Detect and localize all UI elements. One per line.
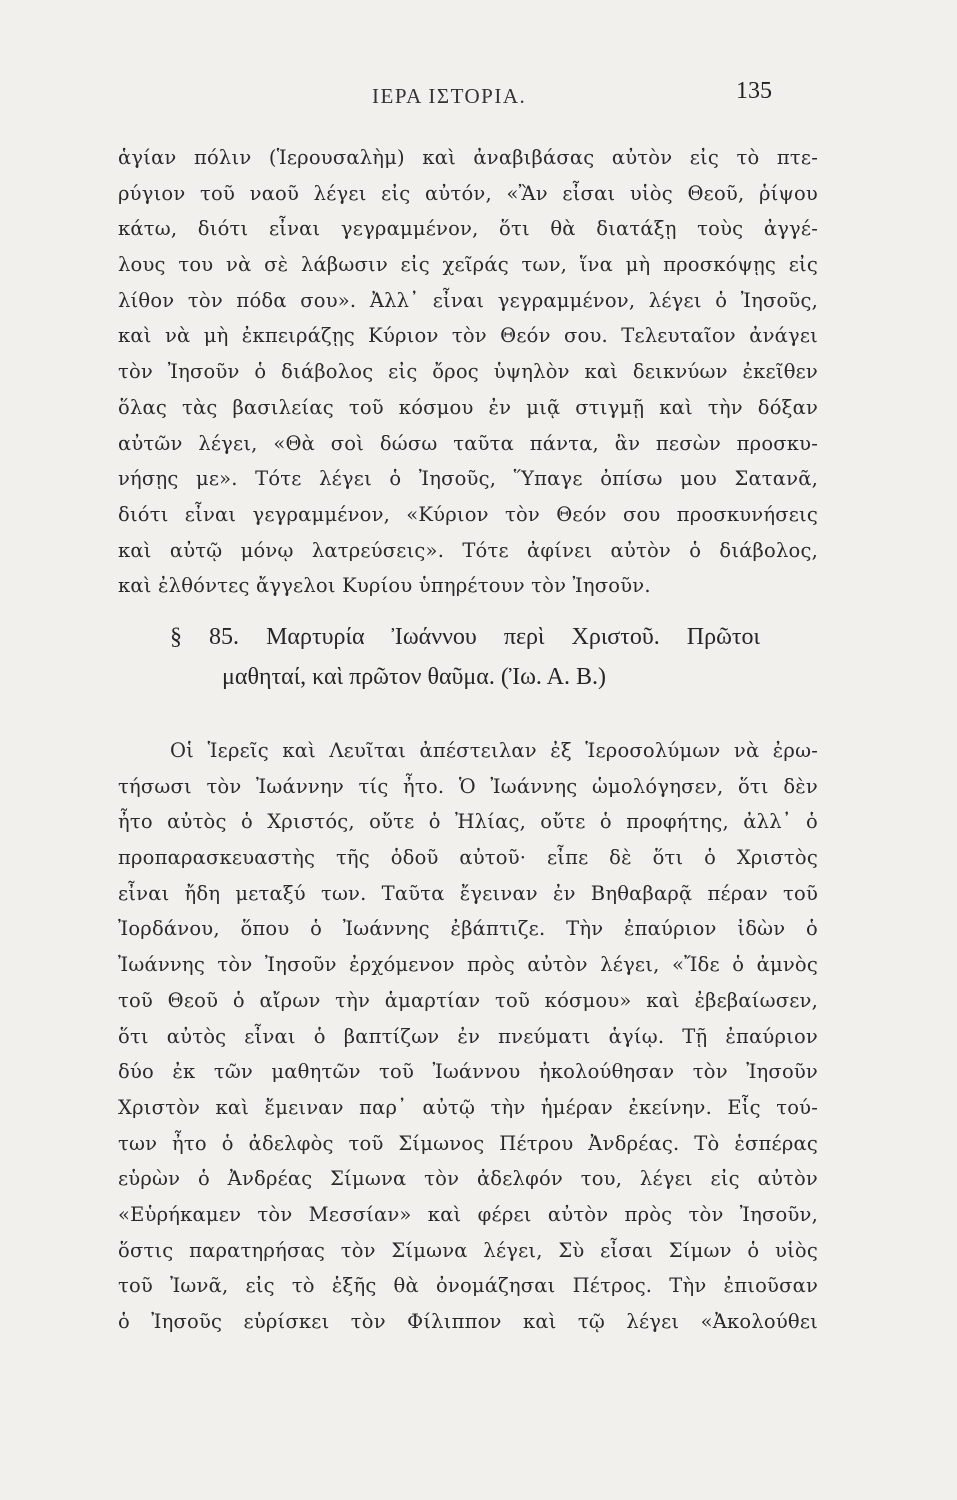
running-head	[0, 78, 957, 118]
text-line: ὅτι αὐτὸς εἶναι ὁ βαπτίζων ἐν πνεύματι ἁγίῳ. Τῇ ἐπαύριον	[118, 1024, 818, 1048]
text-line: λίθον τὸν πόδα σου». Ἀλλ᾽ εἶναι γεγραμμένον, λέγει ὁ Ἰησοῦς,	[118, 288, 818, 312]
text-line: κάτω, διότι εἶναι γεγραμμένον, ὅτι θὰ διατάξῃ τοὺς ἀγγέ-	[118, 217, 818, 241]
text-line: λους του νὰ σὲ λάβωσιν εἰς χεῖράς των, ἵνα μὴ προσκόψῃς εἰς	[118, 253, 818, 277]
section-heading-line-2: μαθηταί, καὶ πρῶτον θαῦμα. (Ἰω. Α. Β.)	[222, 664, 606, 690]
text-line: «Εὑρήκαμεν τὸν Μεσσίαν» καὶ φέρει αὐτὸν πρὸς τὸν Ἰησοῦν,	[118, 1202, 818, 1226]
text-line: ρύγιον τοῦ ναοῦ λέγει εἰς αὐτόν, «Ἂν εἶσαι υἱὸς Θεοῦ, ῥίψου	[118, 181, 818, 205]
paragraph-temptation	[118, 140, 818, 604]
text-line: των ἦτο ὁ ἀδελφὸς τοῦ Σίμωνος Πέτρου Ἀνδρέας. Τὸ ἑσπέρας	[118, 1131, 818, 1155]
section-heading-line-1: § 85. Μαρτυρία Ἰωάννου περὶ Χριστοῦ. Πρῶτοι	[170, 624, 760, 650]
text-line: καὶ ἐλθόντες ἄγγελοι Κυρίου ὑπηρέτουν τὸν Ἰησοῦν.	[118, 574, 651, 598]
text-line: ὅστις παρατηρήσας τὸν Σίμωνα λέγει, Σὺ εἶσαι Σίμων ὁ υἱὸς	[118, 1238, 818, 1262]
text-line: νήσῃς με». Τότε λέγει ὁ Ἰησοῦς, Ὕπαγε ὀπίσω μου Σατανᾶ,	[118, 467, 818, 491]
text-line: αὐτῶν λέγει, «Θὰ σοὶ δώσω ταῦτα πάντα, ἂν πεσὼν προσκυ-	[118, 431, 818, 455]
text-line: εἶναι ἤδη μεταξύ των. Ταῦτα ἔγειναν ἐν Βηθαβαρᾷ πέραν τοῦ	[118, 881, 818, 905]
text-line: δύο ἐκ τῶν μαθητῶν τοῦ Ἰωάννου ἠκολούθησαν τὸν Ἰησοῦν	[118, 1060, 818, 1084]
text-line: καὶ νὰ μὴ ἐκπειράζῃς Κύριον τὸν Θεόν σου. Τελευταῖον ἀνάγει	[118, 324, 818, 348]
paragraph-testimony	[118, 733, 818, 1340]
page-number: 135	[736, 78, 772, 104]
text-line: ἦτο αὐτὸς ὁ Χριστός, οὔτε ὁ Ἠλίας, οὔτε ὁ προφήτης, ἀλλ᾽ ὁ	[118, 810, 818, 834]
text-line: εὑρὼν ὁ Ἀνδρέας Σίμωνα τὸν ἀδελφόν του, λέγει εἰς αὐτὸν	[118, 1167, 818, 1191]
text-line: προπαρασκευαστὴς τῆς ὁδοῦ αὐτοῦ· εἶπε δὲ ὅτι ὁ Χριστὸς	[118, 846, 818, 870]
text-line: Χριστὸν καὶ ἔμειναν παρ᾽ αὐτῷ τὴν ἡμέραν ἐκείνην. Εἷς τού-	[118, 1095, 818, 1119]
text-line: τοῦ Ἰωνᾶ, εἰς τὸ ἑξῆς θὰ ὀνομάζησαι Πέτρος. Τὴν ἐπιοῦσαν	[118, 1274, 818, 1298]
text-line: τὸν Ἰησοῦν ὁ διάβολος εἰς ὄρος ὑψηλὸν καὶ δεικνύων ἐκεῖθεν	[118, 360, 818, 384]
text-line: καὶ αὐτῷ μόνῳ λατρεύσεις». Τότε ἀφίνει αὐτὸν ὁ διάβολος,	[118, 538, 818, 562]
section-heading	[170, 617, 760, 697]
text-line: Ἰωάννης τὸν Ἰησοῦν ἐρχόμενον πρὸς αὐτὸν λέγει, «Ἴδε ὁ ἀμνὸς	[118, 953, 818, 977]
text-line: ὁ Ἰησοῦς εὑρίσκει τὸν Φίλιππον καὶ τῷ λέγει «Ἀκολούθει	[118, 1310, 818, 1333]
text-line: διότι εἶναι γεγραμμένον, «Κύριον τὸν Θεόν σου προσκυνήσεις	[118, 502, 818, 526]
text-line: τοῦ Θεοῦ ὁ αἴρων τὴν ἁμαρτίαν τοῦ κόσμου» καὶ ἐβεβαίωσεν,	[118, 988, 818, 1012]
text-line: τήσωσι τὸν Ἰωάννην τίς ἦτο. Ὁ Ἰωάννης ὡμολόγησεν, ὅτι δὲν	[118, 774, 818, 798]
text-line: ἁγίαν πόλιν (Ἱερουσαλὴμ) καὶ ἀναβιβάσας αὐτὸν εἰς τὸ πτε-	[118, 146, 818, 169]
running-title: ΙΕΡΑ ΙΣΤΟΡΙΑ.	[372, 84, 527, 108]
text-line: Οἱ Ἱερεῖς καὶ Λευῖται ἀπέστειλαν ἐξ Ἱεροσολύμων νὰ ἐρω-	[170, 739, 818, 762]
text-line: ὅλας τὰς βασιλείας τοῦ κόσμου ἐν μιᾷ στιγμῇ καὶ τὴν δόξαν	[118, 395, 818, 419]
text-line: Ἰορδάνου, ὅπου ὁ Ἰωάννης ἐβάπτιζε. Τὴν ἐπαύριον ἰδὼν ὁ	[118, 917, 818, 941]
